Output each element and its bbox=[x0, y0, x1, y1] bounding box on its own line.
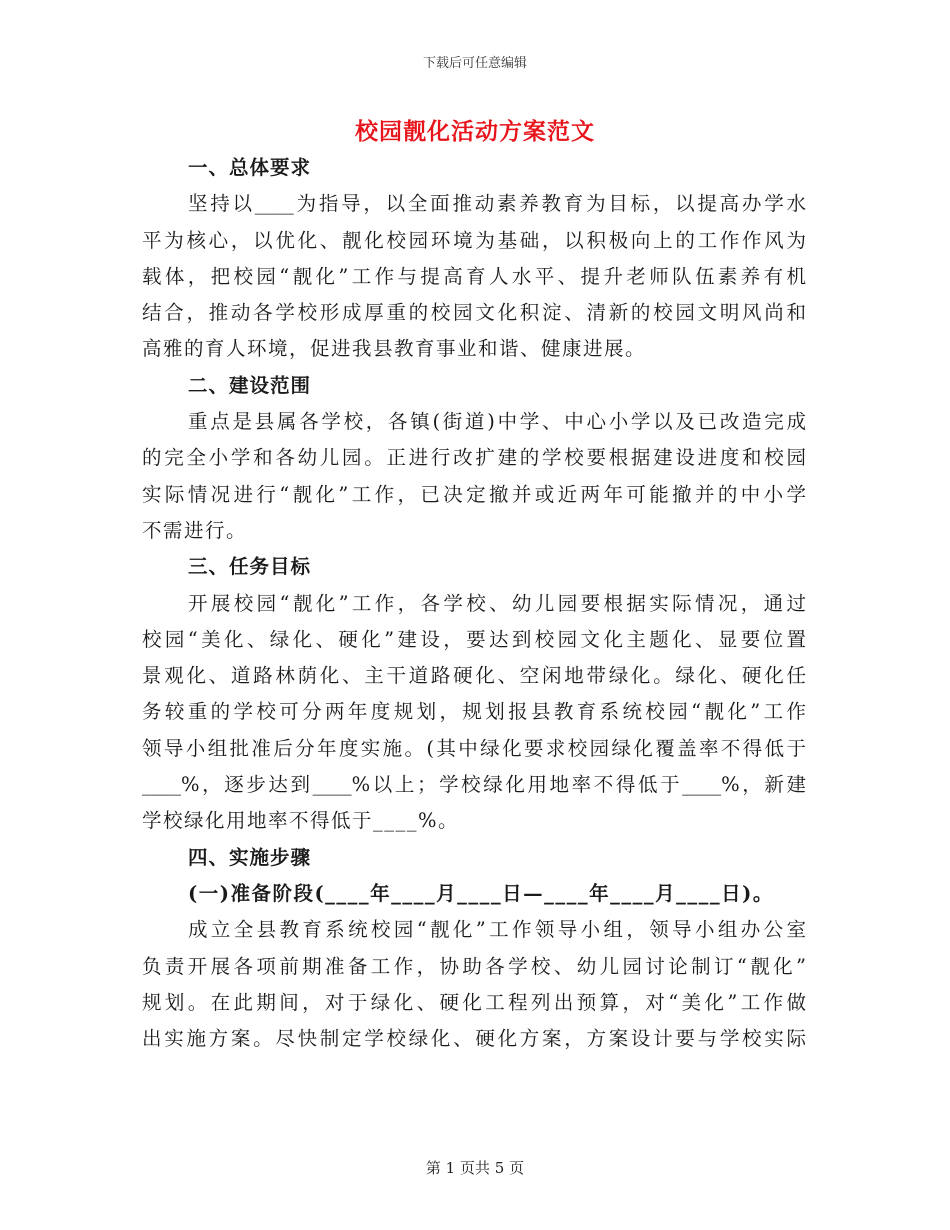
section-heading: 四、实施步骤 bbox=[188, 845, 312, 869]
paragraph-line: 的完全小学和各幼儿园。正进行改扩建的学校要根据建设进度和校园 bbox=[142, 446, 806, 470]
section-heading: 一、总体要求 bbox=[188, 156, 312, 179]
paragraph-line: 负责开展各项前期准备工作，协助各学校、幼儿园讨论制订“靓化” bbox=[142, 954, 806, 978]
paragraph-line: 平为核心，以优化、靓化校园环境为基础，以积极向上的工作作风为 bbox=[142, 228, 806, 252]
paragraph-line: 实际情况进行“靓化”工作，已决定撤并或近两年可能撤并的中小学 bbox=[142, 482, 806, 506]
paragraph-last-line: 学校绿化用地率不得低于____%。 bbox=[142, 809, 460, 833]
paragraph-first-line: 开展校园“靓化”工作，各学校、幼儿园要根据实际情况，通过 bbox=[188, 591, 806, 615]
paragraph-line: 校园“美化、绿化、硬化”建设，要达到校园文化主题化、显要位置 bbox=[142, 627, 806, 651]
paragraph-last-line: 高雅的育人环境，促进我县教育事业和谐、健康进展。 bbox=[142, 337, 647, 361]
document-body bbox=[142, 150, 806, 1057]
paragraph-line: 领导小组批准后分年度实施。(其中绿化要求校园绿化覆盖率不得低于 bbox=[142, 736, 806, 760]
section-heading: 三、任务目标 bbox=[188, 555, 312, 579]
section-heading: 二、建设范围 bbox=[188, 373, 312, 397]
document-title: 校园靓化活动方案范文 bbox=[355, 118, 595, 145]
paragraph-line: 载体，把校园“靓化”工作与提高育人水平、提升老师队伍素养有机 bbox=[142, 264, 806, 288]
subsection-heading: (一)准备阶段(____年____月____日—____年____月____日)。 bbox=[188, 881, 774, 905]
paragraph-first-line: 重点是县属各学校，各镇(街道)中学、中心小学以及已改造完成 bbox=[188, 410, 806, 434]
paragraph-line: 景观化、道路林荫化、主干道路硬化、空闲地带绿化。绿化、硬化任 bbox=[142, 664, 806, 688]
paragraph-line: 规划。在此期间，对于绿化、硬化工程列出预算，对“美化”工作做 bbox=[142, 990, 806, 1014]
paragraph-first-line: 成立全县教育系统校园“靓化”工作领导小组，领导小组办公室 bbox=[188, 918, 806, 942]
header-note: 下载后可任意编辑 bbox=[422, 56, 527, 71]
paragraph-line: 结合，推动各学校形成厚重的校园文化积淀、清新的校园文明风尚和 bbox=[142, 301, 806, 325]
paragraph-line: ____%，逐步达到____%以上；学校绿化用地率不得低于____%，新建 bbox=[142, 773, 806, 797]
paragraph-line: 出实施方案。尽快制定学校绿化、硬化方案，方案设计要与学校实际 bbox=[142, 1027, 806, 1051]
paragraph-last-line: 不需进行。 bbox=[142, 518, 248, 542]
paragraph-line: 务较重的学校可分两年度规划，规划报县教育系统校园“靓化”工作 bbox=[142, 700, 806, 724]
paragraph-first-line: 坚持以____为指导，以全面推动素养教育为目标，以提高办学水 bbox=[188, 192, 806, 216]
page-footer: 第 1 页共 5 页 bbox=[425, 1159, 525, 1177]
